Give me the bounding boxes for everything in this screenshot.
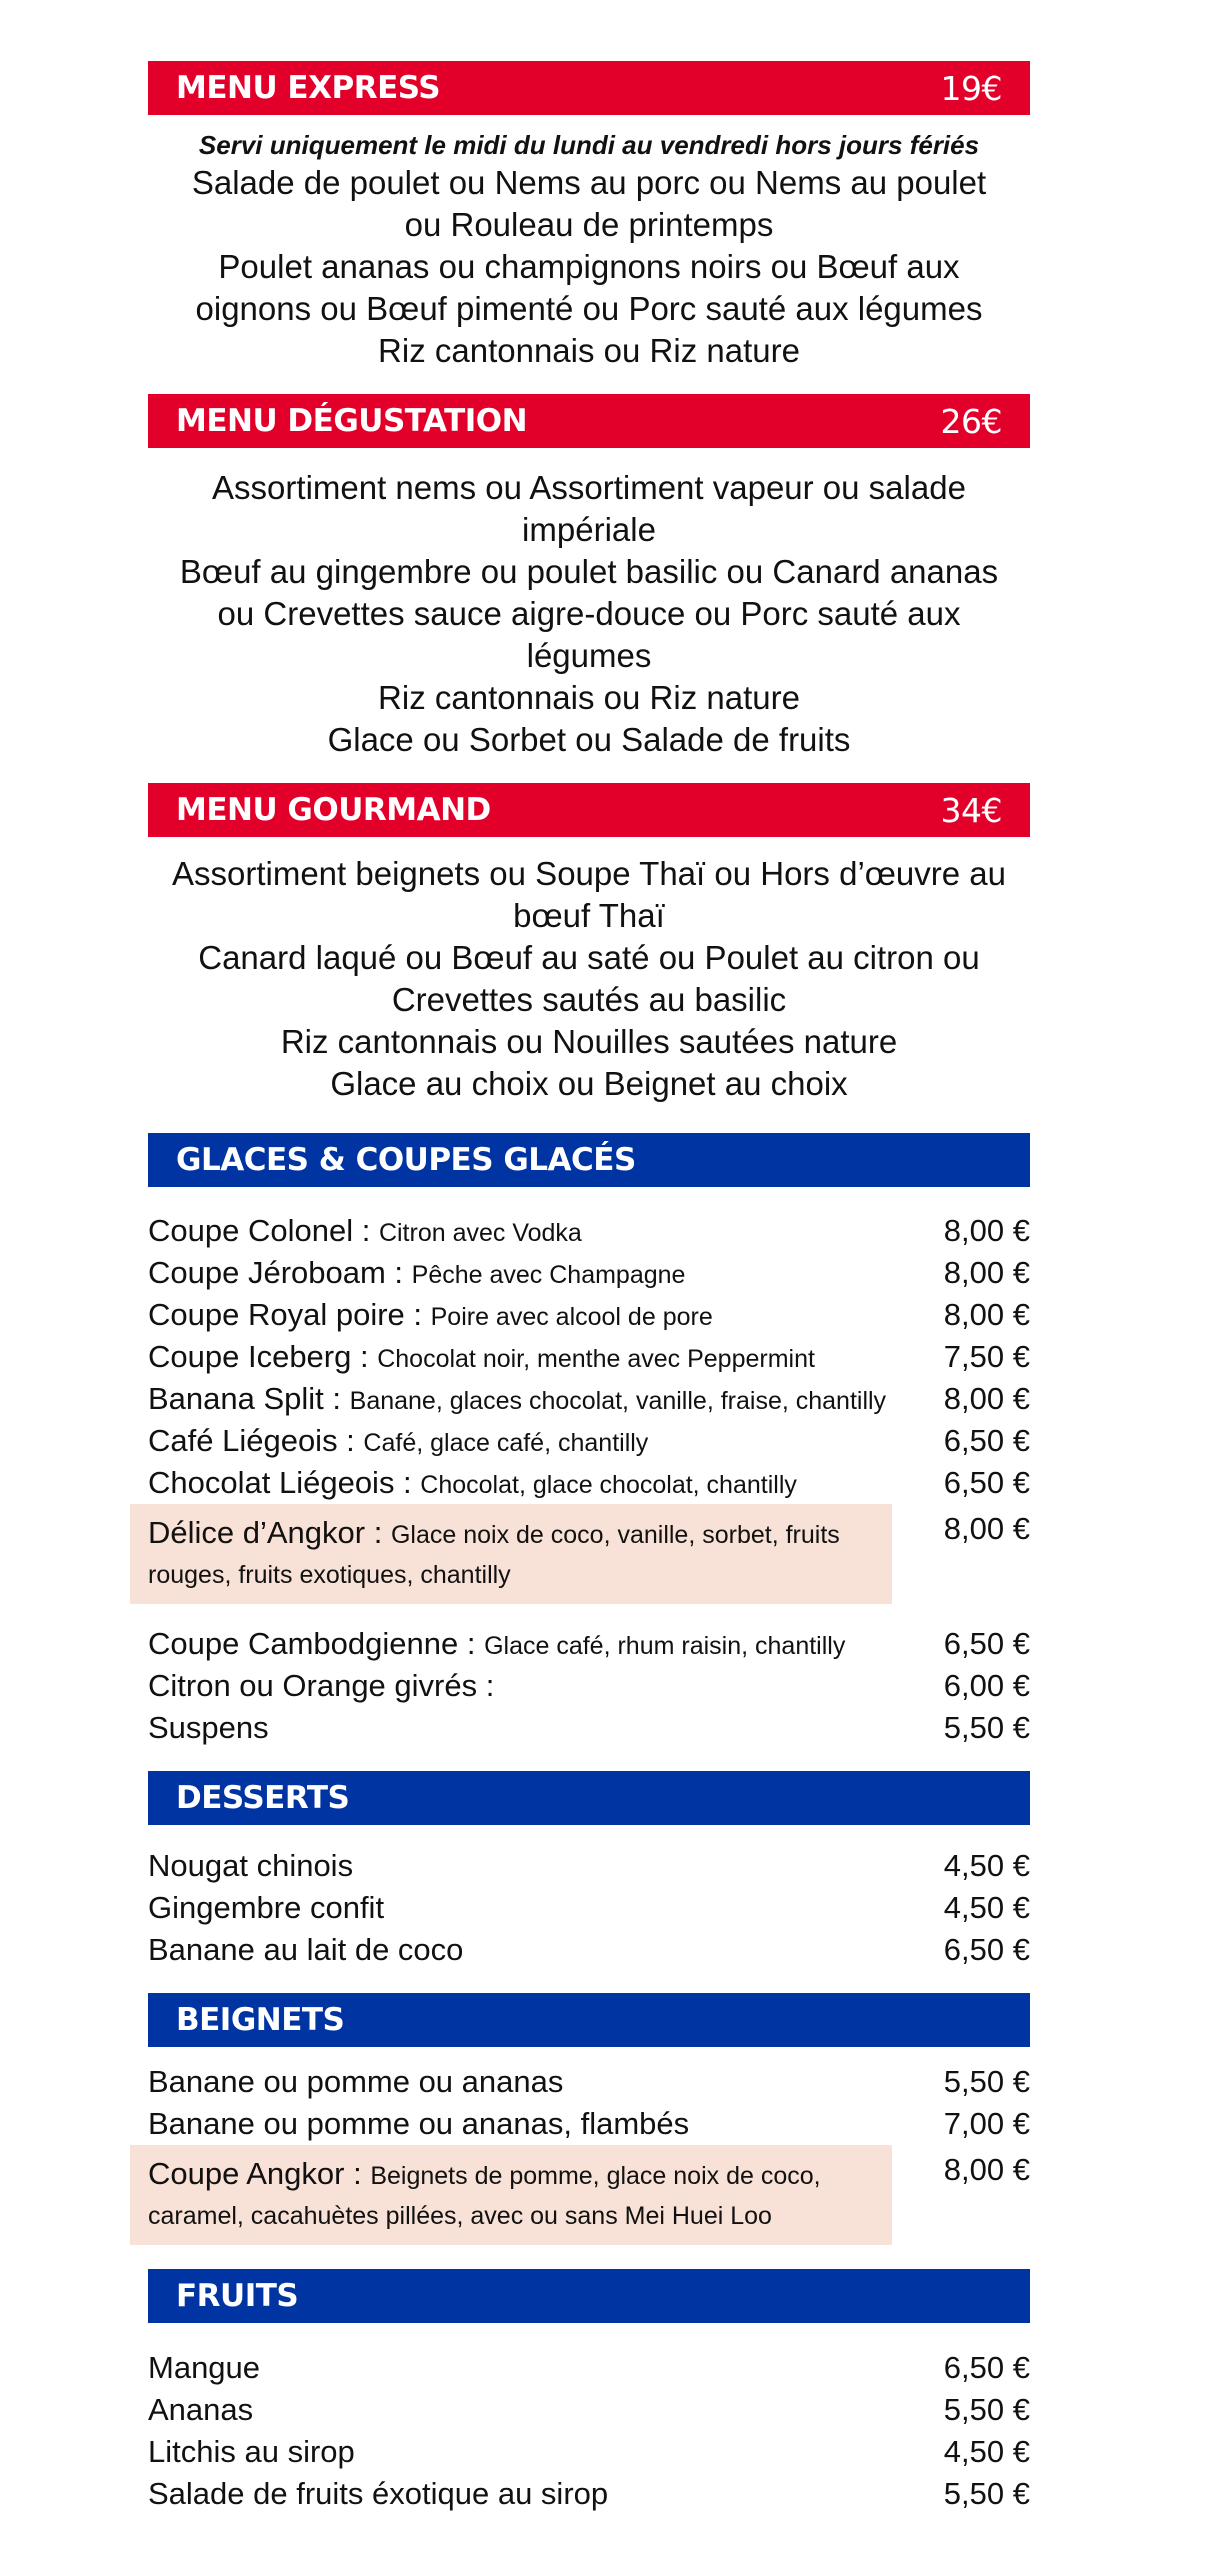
item-name: Coupe Cambodgienne : (148, 1626, 485, 1661)
item-price: 6,50 € (943, 1423, 1030, 1458)
menu-degustation-title: MENU DÉGUSTATION (176, 403, 528, 439)
menu-line: Glace ou Sorbet ou Salade de fruits (327, 721, 851, 758)
item-desc: Poire avec alcool de pore (430, 1303, 713, 1331)
item-name: Coupe Royal poire : (148, 1297, 431, 1332)
menu-express-title: MENU EXPRESS (176, 70, 441, 106)
list-item (148, 1707, 1030, 1749)
item-price: 6,50 € (943, 1932, 1030, 1967)
menu-degustation-price: 26€ (940, 401, 1002, 441)
fruits-header (148, 2269, 1030, 2323)
menu-express-body (148, 128, 1030, 372)
list-item (148, 1210, 1030, 1252)
item-name: Banana Split : (148, 1381, 350, 1416)
item-price: 6,50 € (943, 2350, 1030, 2385)
item-name: Coupe Colonel : (148, 1213, 379, 1248)
beignets-header (148, 1993, 1030, 2047)
item-name: Banane ou pomme ou ananas (148, 2064, 564, 2099)
menu-line: Riz cantonnais ou Riz nature (378, 679, 800, 716)
item-price: 6,50 € (943, 1626, 1030, 1661)
menu-line: Assortiment nems ou Assortiment vapeur ou salade (212, 469, 966, 506)
list-item (148, 2103, 1030, 2145)
item-name: Suspens (148, 1710, 269, 1745)
item-price: 5,50 € (943, 1710, 1030, 1745)
item-name: Mangue (148, 2350, 261, 2385)
menu-line: Canard laqué ou Bœuf au saté ou Poulet au citron ou (198, 939, 980, 976)
list-item (148, 1294, 1030, 1336)
list-item (148, 1845, 1030, 1887)
list-item (148, 1420, 1030, 1462)
beignets-title: BEIGNETS (176, 2002, 345, 2038)
menu-line: ou Crevettes sauce aigre-douce ou Porc sauté aux (217, 595, 961, 632)
item-price: 8,00 € (943, 1255, 1030, 1290)
item-price: 5,50 € (943, 2064, 1030, 2099)
item-name: Banane au lait de coco (148, 1932, 464, 1967)
menu-degustation-header (148, 394, 1030, 448)
item-name: Coupe Angkor : (148, 2156, 371, 2191)
item-name: Litchis au sirop (148, 2434, 355, 2469)
menu-gourmand-title: MENU GOURMAND (176, 792, 491, 828)
menu-gourmand-price: 34€ (940, 790, 1002, 830)
item-price: 8,00 € (943, 1213, 1030, 1248)
menu-line: légumes (526, 637, 652, 674)
fruits-list (148, 2347, 1030, 2515)
item-price: 4,50 € (943, 2434, 1030, 2469)
list-item (148, 1336, 1030, 1378)
list-item (148, 1929, 1030, 1971)
list-item (148, 1665, 1030, 1707)
item-price: 7,50 € (943, 1339, 1030, 1374)
item-name: Citron ou Orange givrés : (148, 1668, 495, 1703)
glaces-list (148, 1210, 1030, 1604)
menu-line: Riz cantonnais ou Nouilles sautées nature (280, 1023, 898, 1060)
glaces-title: GLACES & COUPES GLACÉS (176, 1142, 636, 1178)
desserts-header (148, 1771, 1030, 1825)
fruits-title: FRUITS (176, 2278, 299, 2314)
menu-degustation-body (148, 467, 1030, 761)
item-price: 4,50 € (943, 1890, 1030, 1925)
highlight-box (130, 2145, 892, 2245)
item-price: 7,00 € (943, 2106, 1030, 2141)
item-desc: Glace café, rhum raisin, chantilly (484, 1632, 846, 1660)
highlight-item (148, 1504, 1030, 1604)
list-item (148, 2431, 1030, 2473)
menu-express-header (148, 61, 1030, 115)
glaces-header (148, 1133, 1030, 1187)
item-desc: Café, glace café, chantilly (363, 1429, 649, 1457)
item-price: 4,50 € (943, 1848, 1030, 1883)
list-item (148, 1252, 1030, 1294)
item-desc: Beignets de pomme, glace noix de coco, caramel, cacahuètes pillées, avec ou sans Mei Huei Loo (148, 2162, 821, 2230)
item-name: Salade de fruits éxotique au sirop (148, 2476, 609, 2511)
desserts-title: DESSERTS (176, 1780, 350, 1816)
item-desc: Pêche avec Champagne (411, 1261, 686, 1289)
list-item (148, 2473, 1030, 2515)
highlight-item (148, 2145, 1030, 2245)
list-item (148, 1378, 1030, 1420)
item-name: Chocolat Liégeois : (148, 1465, 421, 1500)
item-price: 6,00 € (943, 1668, 1030, 1703)
item-name: Nougat chinois (148, 1848, 354, 1883)
item-price: 8,00 € (943, 1381, 1030, 1416)
item-name: Café Liégeois : (148, 1423, 364, 1458)
menu-line: impériale (522, 511, 656, 548)
menu-line: Riz cantonnais ou Riz nature (378, 332, 800, 369)
menu-line: Poulet ananas ou champignons noirs ou Bœuf aux (218, 248, 960, 285)
desserts-list (148, 1845, 1030, 1971)
list-item (148, 1623, 1030, 1665)
list-item (148, 2061, 1030, 2103)
menu-express-note: Servi uniquement le midi du lundi au vendredi hors jours fériés (198, 130, 980, 160)
list-item (148, 2347, 1030, 2389)
item-desc: Glace noix de coco, vanille, sorbet, fruits rouges, fruits exotiques, chantilly (148, 1521, 840, 1589)
item-name: Gingembre confit (148, 1890, 385, 1925)
list-item (148, 2389, 1030, 2431)
item-name: Délice d’Angkor : (148, 1515, 391, 1550)
menu-express-price: 19€ (940, 68, 1002, 108)
item-name: Banane ou pomme ou ananas, flambés (148, 2106, 690, 2141)
item-price: 6,50 € (943, 1465, 1030, 1500)
glaces-list-2 (148, 1623, 1030, 1749)
list-item (148, 1462, 1030, 1504)
menu-line: Assortiment beignets ou Soupe Thaï ou Hors d’œuvre au (171, 855, 1006, 892)
menu-line: Crevettes sautés au basilic (391, 981, 787, 1018)
menu-line: Bœuf au gingembre ou poulet basilic ou Canard ananas (179, 553, 999, 590)
highlight-box (130, 1504, 892, 1604)
menu-line: ou Rouleau de printemps (404, 206, 774, 243)
item-name: Ananas (148, 2392, 254, 2427)
item-price: 5,50 € (943, 2476, 1030, 2511)
item-desc: Chocolat noir, menthe avec Peppermint (377, 1345, 815, 1373)
menu-line: bœuf Thaï (513, 897, 665, 934)
menu-line: oignons ou Bœuf pimenté ou Porc sauté aux légumes (195, 290, 983, 327)
item-desc: Citron avec Vodka (378, 1219, 582, 1247)
item-price: 8,00 € (943, 1511, 1030, 1546)
menu-gourmand-header (148, 783, 1030, 837)
item-desc: Chocolat, glace chocolat, chantilly (420, 1471, 797, 1499)
item-name: Coupe Iceberg : (148, 1339, 378, 1374)
menu-line: Salade de poulet ou Nems au porc ou Nems au poulet (191, 164, 987, 201)
item-price: 5,50 € (943, 2392, 1030, 2427)
item-price: 8,00 € (943, 1297, 1030, 1332)
item-price: 8,00 € (943, 2152, 1030, 2187)
list-item (148, 1887, 1030, 1929)
item-name: Coupe Jéroboam : (148, 1255, 412, 1290)
item-desc: Banane, glaces chocolat, vanille, fraise, chantilly (349, 1387, 887, 1415)
beignets-list (148, 2061, 1030, 2245)
menu-line: Glace au choix ou Beignet au choix (330, 1065, 848, 1102)
menu-gourmand-body (148, 853, 1030, 1105)
